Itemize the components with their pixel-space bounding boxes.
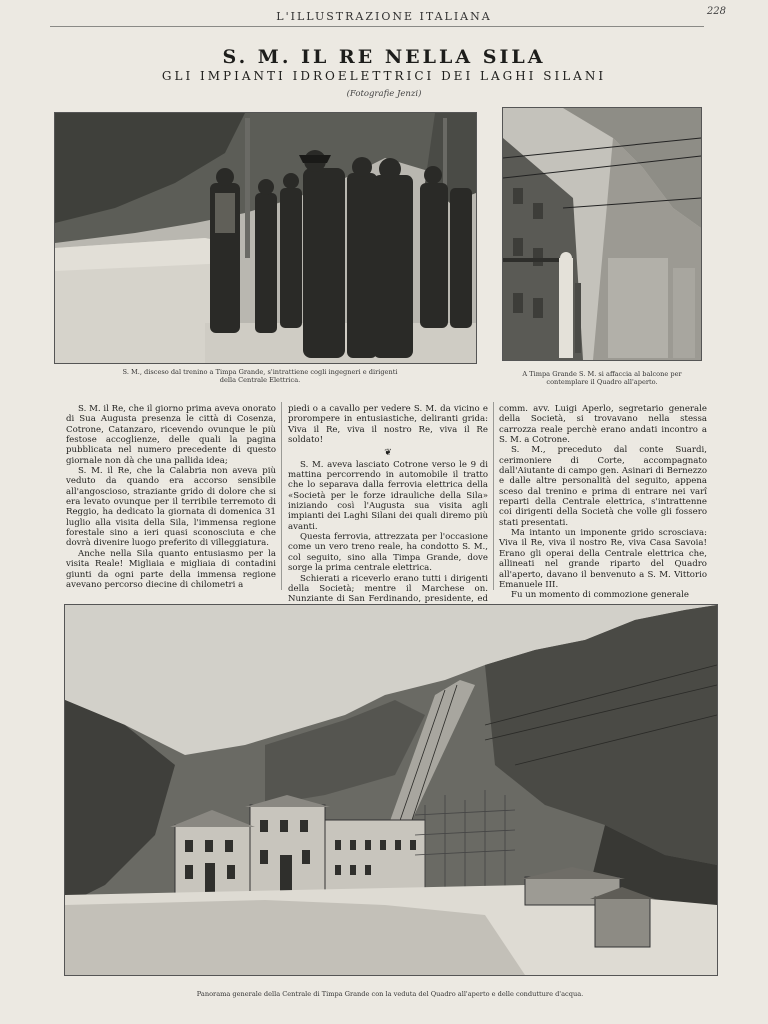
photo-credit: (Fotografie Jenzi) — [346, 89, 422, 99]
photo-panorama-power-station — [64, 604, 718, 976]
photo-king-with-officials — [54, 112, 477, 364]
ornament-icon: ❦ — [384, 448, 392, 459]
column-rule — [281, 402, 282, 590]
photo-caption-right: A Timpa Grande S. M. si affaccia al balcone per contemplare il Quadro all'aperto. — [522, 370, 682, 386]
photo-balcony-timpa-grande — [502, 107, 702, 361]
col2-paragraph: Questa ferrovia, attrezzata per l'occasione come un vero treno reale, ha condotto S. M., col seguito, sino alla Timpa Grande, dove sorge la prima centrale elettrica. — [288, 532, 488, 574]
col3-paragraph: Fu un momento di commozione generale — [511, 590, 689, 601]
column-rule — [493, 402, 494, 590]
col3-paragraph: Ma intanto un imponente grido scrosciava: Viva il Re, viva il nostro Re, viva Casa Savoia! Erano gli operai della Centrale elettrica che, allineati nel grande riparto del Quadro all'aperto, davano il benvenuto a S. M. Vittorio Emanuele III. — [499, 528, 707, 590]
page-number: 228 — [706, 6, 726, 17]
photo-caption-left: S. M., disceso dal trenino a Timpa Grande, s'intrattiene cogli ingegneri e dirigenti della Centrale Elettrica. — [122, 368, 398, 384]
col1-paragraph: S. M. il Re, che la Calabria non aveva più veduto da quando era accorso sensibile all'angoscioso, straziante grido di dolore che si era levato ovunque per il terribile terremoto di Reggio, ha dedicato la giornata di domenica 31 luglio alla visita della Sila, l'immensa regione forestale sino a ieri quasi sconosciuta e che dovrà divenire luogo preferito di villeggiatura. — [66, 466, 276, 549]
article-column-2 — [288, 404, 488, 615]
article-subtitle: GLI IMPIANTI IDROELETTRICI DEI LAGHI SILANI — [161, 69, 607, 83]
photo-caption-bottom: Panorama generale della Centrale di Timpa Grande con la veduta del Quadro all'aperto e delle condutture d'acqua. — [196, 990, 584, 998]
col2-paragraph: S. M. aveva lasciato Cotrone verso le 9 di mattina percorrendo in automobile il tratto che lo separava dalla ferrovia elettrica della «Società per le forze idrauliche della Sila» iniziando così l'Augusta sua visita agli impianti dei Laghi Silani dei quali diremo più avanti. — [288, 459, 488, 532]
col2-paragraph: Schierati a riceverlo erano tutti i dirigenti della Società; mentre il Marchese on. Nunziante di San Ferdinando, presidente, ed — [288, 573, 488, 605]
article-column-1 — [66, 404, 276, 590]
header-rule — [50, 26, 704, 27]
col2-paragraph: piedi o a cavallo per vedere S. M. da vicino e prorompere in entusiastiche, deliranti grida: Viva il Re, viva il nostro Re, viva il Re soldato! — [288, 404, 488, 446]
col3-paragraph: S. M., preceduto dal conte Suardi, cerimoniere di Corte, accompagnato dall'Aiutante di campo gen. Asinari di Bernezzo e dalle altre personalità del seguito, appena sceso dal trenino e prima di entrare nei varî reparti della Centrale elettrica, s'intrattenne coi dirigenti della Società che volle gli fossero stati presentati. — [499, 445, 707, 528]
article-title: S. M. IL RE NELLA SILA — [222, 46, 546, 68]
col1-paragraph: Anche nella Sila quanto entusiasmo per la visita Reale! Migliaia e migliaia di contadini giunti da ogni parte della immensa regione avevano percorso diecine di chilometri a — [66, 548, 276, 590]
col1-paragraph: S. M. il Re, che il giorno prima aveva onorato di Sua Augusta presenza le città di Cosenza, Cotrone, Catanzaro, ricevendo ovunque le più festose accoglienze, delle quali la pagina pubblicata nel numero precedente di questo giornale non dà che una pallida idea; — [66, 404, 276, 466]
running-head: L'ILLUSTRAZIONE ITALIANA — [276, 10, 492, 23]
article-column-3 — [499, 404, 707, 601]
col3-paragraph: comm. avv. Luigi Aperlo, segretario generale della Società, si trovavano nella stessa carrozza reale perchè erano andati incontro a S. M. a Cotrone. — [499, 404, 707, 446]
